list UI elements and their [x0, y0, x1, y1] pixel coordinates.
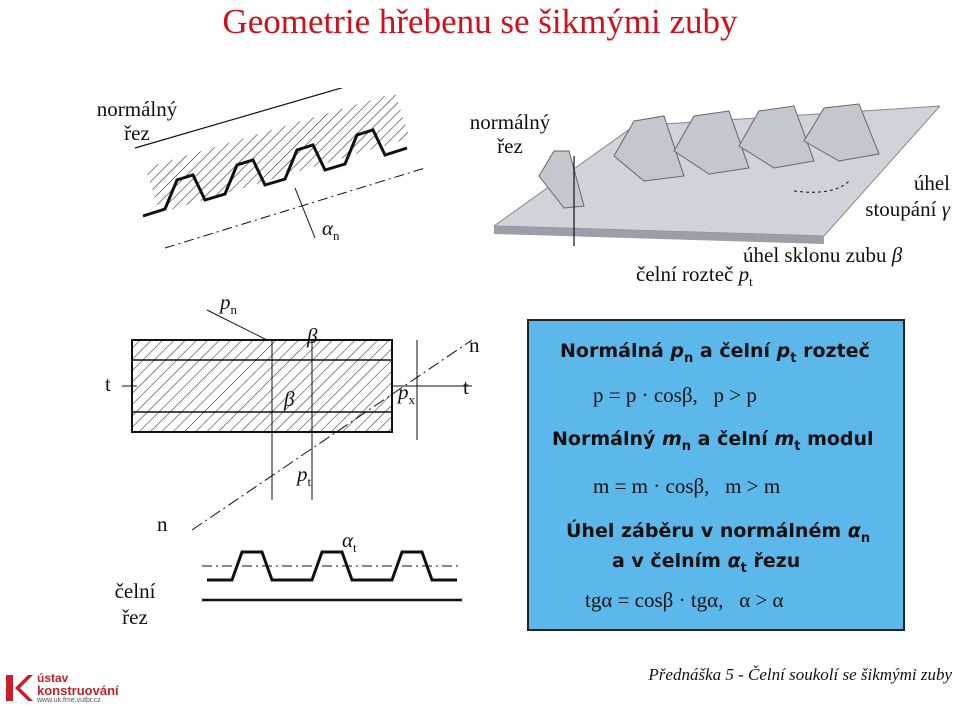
transverse-cut-label: čelní řez — [114, 579, 156, 629]
page-title: Geometrie hřebenu se šikmými zuby — [222, 2, 738, 41]
lecture-footer: Přednáška 5 - Čelní soukolí se šikmými zuby — [648, 665, 952, 684]
normal-cut-label-3d: normálný řez — [469, 110, 551, 158]
t-right-label: t — [463, 375, 469, 399]
t-left-label: t — [105, 372, 111, 396]
box-heading-module: Normálný $m_n$ a čelní $m_t$ modul — [552, 428, 874, 454]
normal-cut-label-left: normálný řez — [96, 97, 178, 145]
p-n-label: $p_n$ — [220, 290, 237, 317]
helix-angle-label: úhel sklonu zubu β — [743, 243, 903, 267]
logo-line1: ústav — [37, 671, 69, 685]
p-t-label: $p_t$ — [297, 462, 312, 489]
logo-mark-icon — [4, 672, 34, 704]
normal-section-drawing — [125, 88, 425, 263]
beta-mid-label: β — [284, 387, 295, 411]
lead-angle-label: úhel stoupání γ — [865, 171, 950, 221]
beta-top-label: β — [307, 324, 318, 348]
alpha-t-label: $\alpha_t$ — [342, 528, 357, 555]
module-equation: m = m · cosβ, m > m — [593, 474, 781, 498]
box-heading-pressure-angle: Úhel záběru v normálném $\alpha_n$ — [566, 520, 871, 546]
logo-line2: konstruování — [37, 683, 119, 698]
box-heading-pressure-angle-2: a v čelním $\alpha_t$ řezu — [612, 550, 801, 576]
transverse-pitch-label: čelní rozteč $p_t$ — [636, 262, 753, 289]
box-heading-pitch: Normálná $p_n$ a čelní $p_t$ rozteč — [560, 340, 870, 366]
n-bottom-label: n — [157, 512, 168, 536]
institute-logo — [4, 672, 124, 706]
p-x-label: $p_x$ — [398, 380, 415, 407]
n-top-label: n — [469, 333, 480, 357]
pressure-angle-equation: tgα = cosβ · tgα, α > α — [585, 588, 784, 612]
logo-url: www.uk.fme.vutbr.cz — [37, 697, 101, 704]
pitch-equation: p = p · cosβ, p > p — [593, 383, 757, 407]
alpha-n-label: $\alpha_n$ — [322, 216, 340, 243]
